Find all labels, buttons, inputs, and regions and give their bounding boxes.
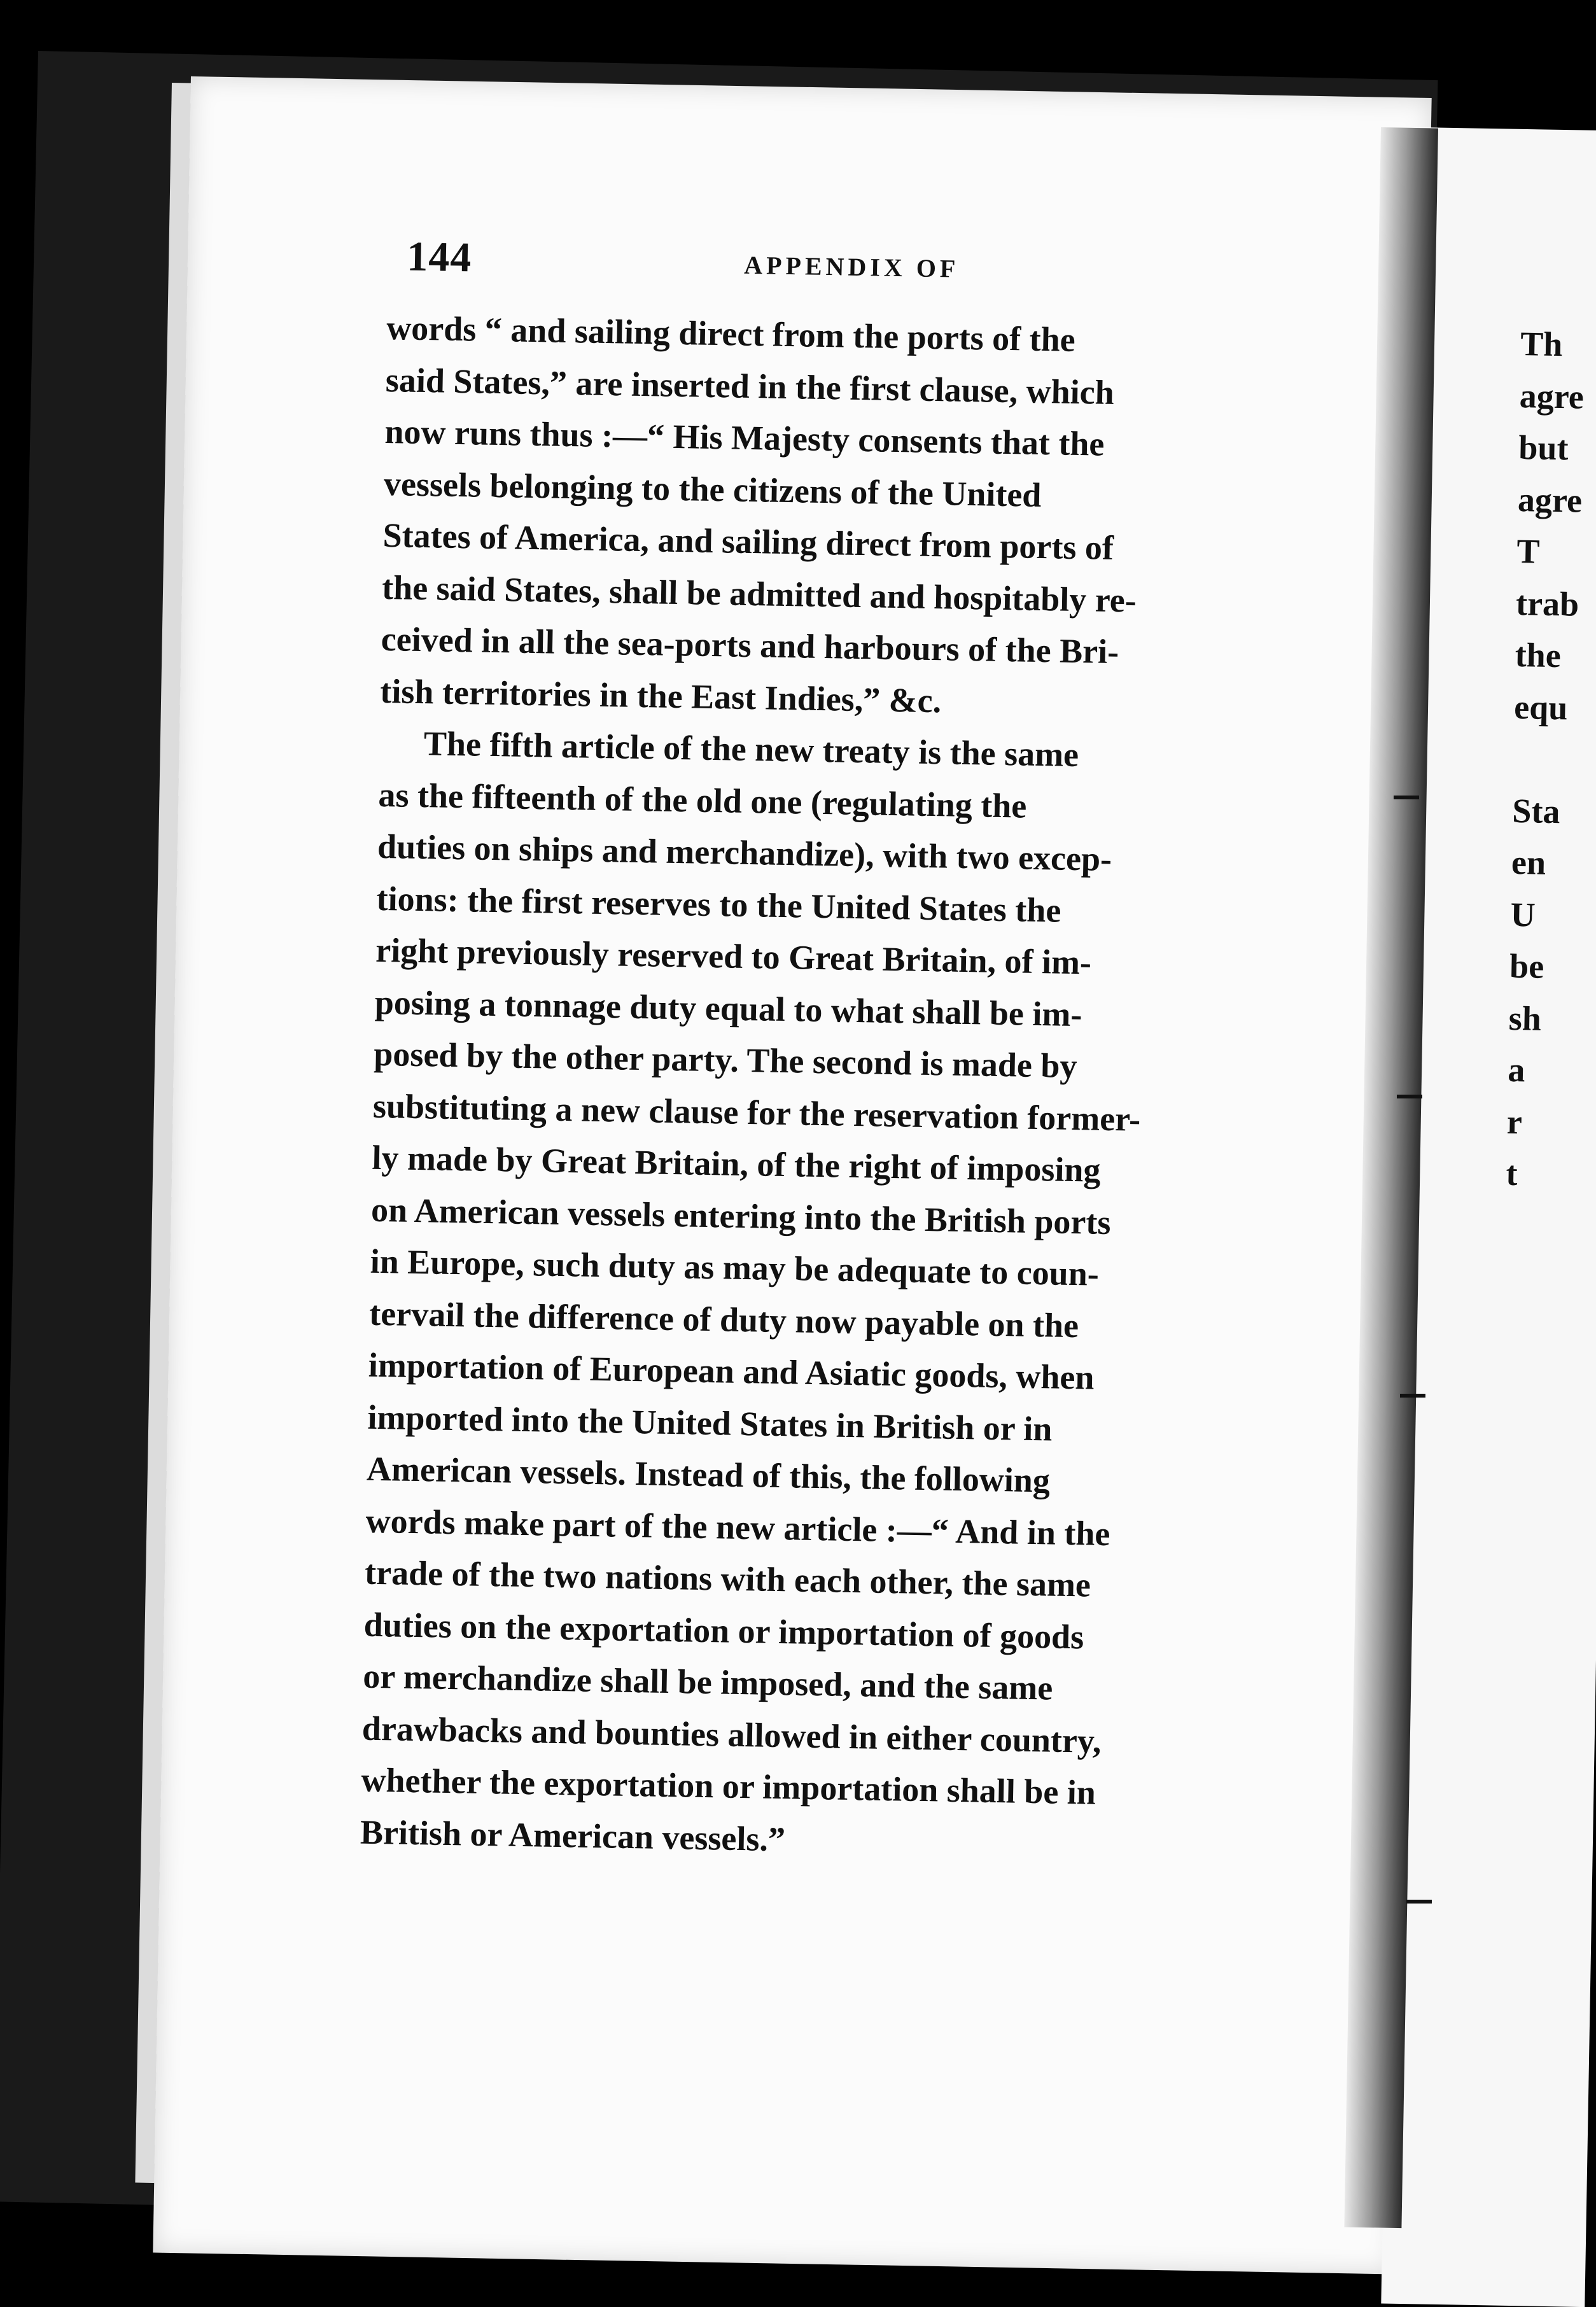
text-line: duties on ships and merchandize), with two excep- bbox=[377, 827, 1112, 878]
text-fragment: T bbox=[1516, 531, 1541, 571]
text-line: ceived in all the sea-ports and harbours of the Bri- bbox=[381, 619, 1119, 671]
text-fragment: en bbox=[1511, 843, 1546, 882]
text-line: whether the exportation or importation shall be in bbox=[361, 1760, 1096, 1812]
text-line: States of America, and sailing direct from ports of bbox=[382, 515, 1114, 567]
text-line: duties on the exportation or importation of goods bbox=[363, 1605, 1084, 1656]
binding-stitch bbox=[1397, 1095, 1422, 1098]
text-fragment: a bbox=[1507, 1050, 1525, 1090]
text-fragment: agre bbox=[1517, 480, 1583, 520]
text-line: tish territories in the East Indies,” &c. bbox=[379, 671, 942, 720]
text-fragment bbox=[1513, 733, 1596, 787]
text-line: words “ and sailing direct from the ports of the bbox=[386, 308, 1076, 359]
text-fragment: agre bbox=[1519, 376, 1585, 416]
running-head: APPENDIX OF bbox=[743, 250, 960, 283]
text-line: ly made by Great Britain, of the right of imposing bbox=[372, 1138, 1101, 1189]
left-page-text-block bbox=[360, 232, 1272, 1874]
text-line: on American vessels entering into the British ports bbox=[370, 1190, 1111, 1242]
text-fragment: sh bbox=[1508, 999, 1542, 1038]
right-page-text-fragment bbox=[1506, 318, 1596, 1202]
binding-stitch bbox=[1406, 1900, 1432, 1904]
text-fragment: but bbox=[1518, 428, 1569, 468]
text-line: posing a tonnage duty equal to what shall be im- bbox=[374, 983, 1082, 1034]
text-line: words make part of the new article :—“ And in the bbox=[365, 1501, 1110, 1553]
text-line: trade of the two nations with each other, the same bbox=[364, 1553, 1091, 1604]
text-line: the said States, shall be admitted and hospitably re- bbox=[381, 568, 1137, 620]
text-line: British or American vessels.” bbox=[360, 1813, 786, 1858]
text-line: tervail the difference of duty now payable on the bbox=[368, 1294, 1079, 1345]
text-line: or merchandize shall be imposed, and the same bbox=[362, 1657, 1053, 1707]
text-fragment: be bbox=[1509, 946, 1544, 986]
text-fragment: Th bbox=[1520, 324, 1563, 364]
text-line: importation of European and Asiatic goods, when bbox=[368, 1345, 1095, 1397]
text-line: now runs thus :—“ His Majesty consents that the bbox=[384, 412, 1105, 463]
text-fragment: r bbox=[1506, 1102, 1523, 1141]
text-line: tions: the first reserves to the United States the bbox=[376, 879, 1061, 930]
text-line: American vessels. Instead of this, the following bbox=[366, 1449, 1051, 1500]
text-fragment: U bbox=[1510, 895, 1536, 934]
text-fragment: the bbox=[1515, 635, 1562, 675]
paragraph-first-line: The fifth article of the new treaty is the same bbox=[423, 724, 1079, 775]
text-fragment: equ bbox=[1513, 687, 1568, 727]
page-number: 144 bbox=[406, 233, 472, 281]
text-fragment: Sta bbox=[1511, 791, 1561, 831]
text-line: imported into the United States in British or in bbox=[367, 1398, 1053, 1448]
text-line: right previously reserved to Great Britain, of im- bbox=[375, 930, 1092, 982]
text-line: vessels belonging to the citizens of the United bbox=[383, 464, 1042, 514]
binding-stitch bbox=[1400, 1394, 1425, 1398]
text-line: said States,” are inserted in the first clause, which bbox=[385, 360, 1115, 412]
body-text bbox=[360, 302, 1271, 1874]
text-line: in Europe, such duty as may be adequate to coun- bbox=[370, 1242, 1100, 1293]
text-line: as the fifteenth of the old one (regulating the bbox=[378, 775, 1027, 825]
text-line: posed by the other party. The second is made by bbox=[373, 1034, 1077, 1086]
binding-stitch bbox=[1394, 796, 1419, 799]
text-fragment: trab bbox=[1515, 584, 1579, 624]
text-fragment: t bbox=[1506, 1154, 1518, 1193]
text-line: drawbacks and bounties allowed in either country, bbox=[361, 1709, 1102, 1760]
text-line: substituting a new clause for the reservation former- bbox=[372, 1086, 1141, 1139]
